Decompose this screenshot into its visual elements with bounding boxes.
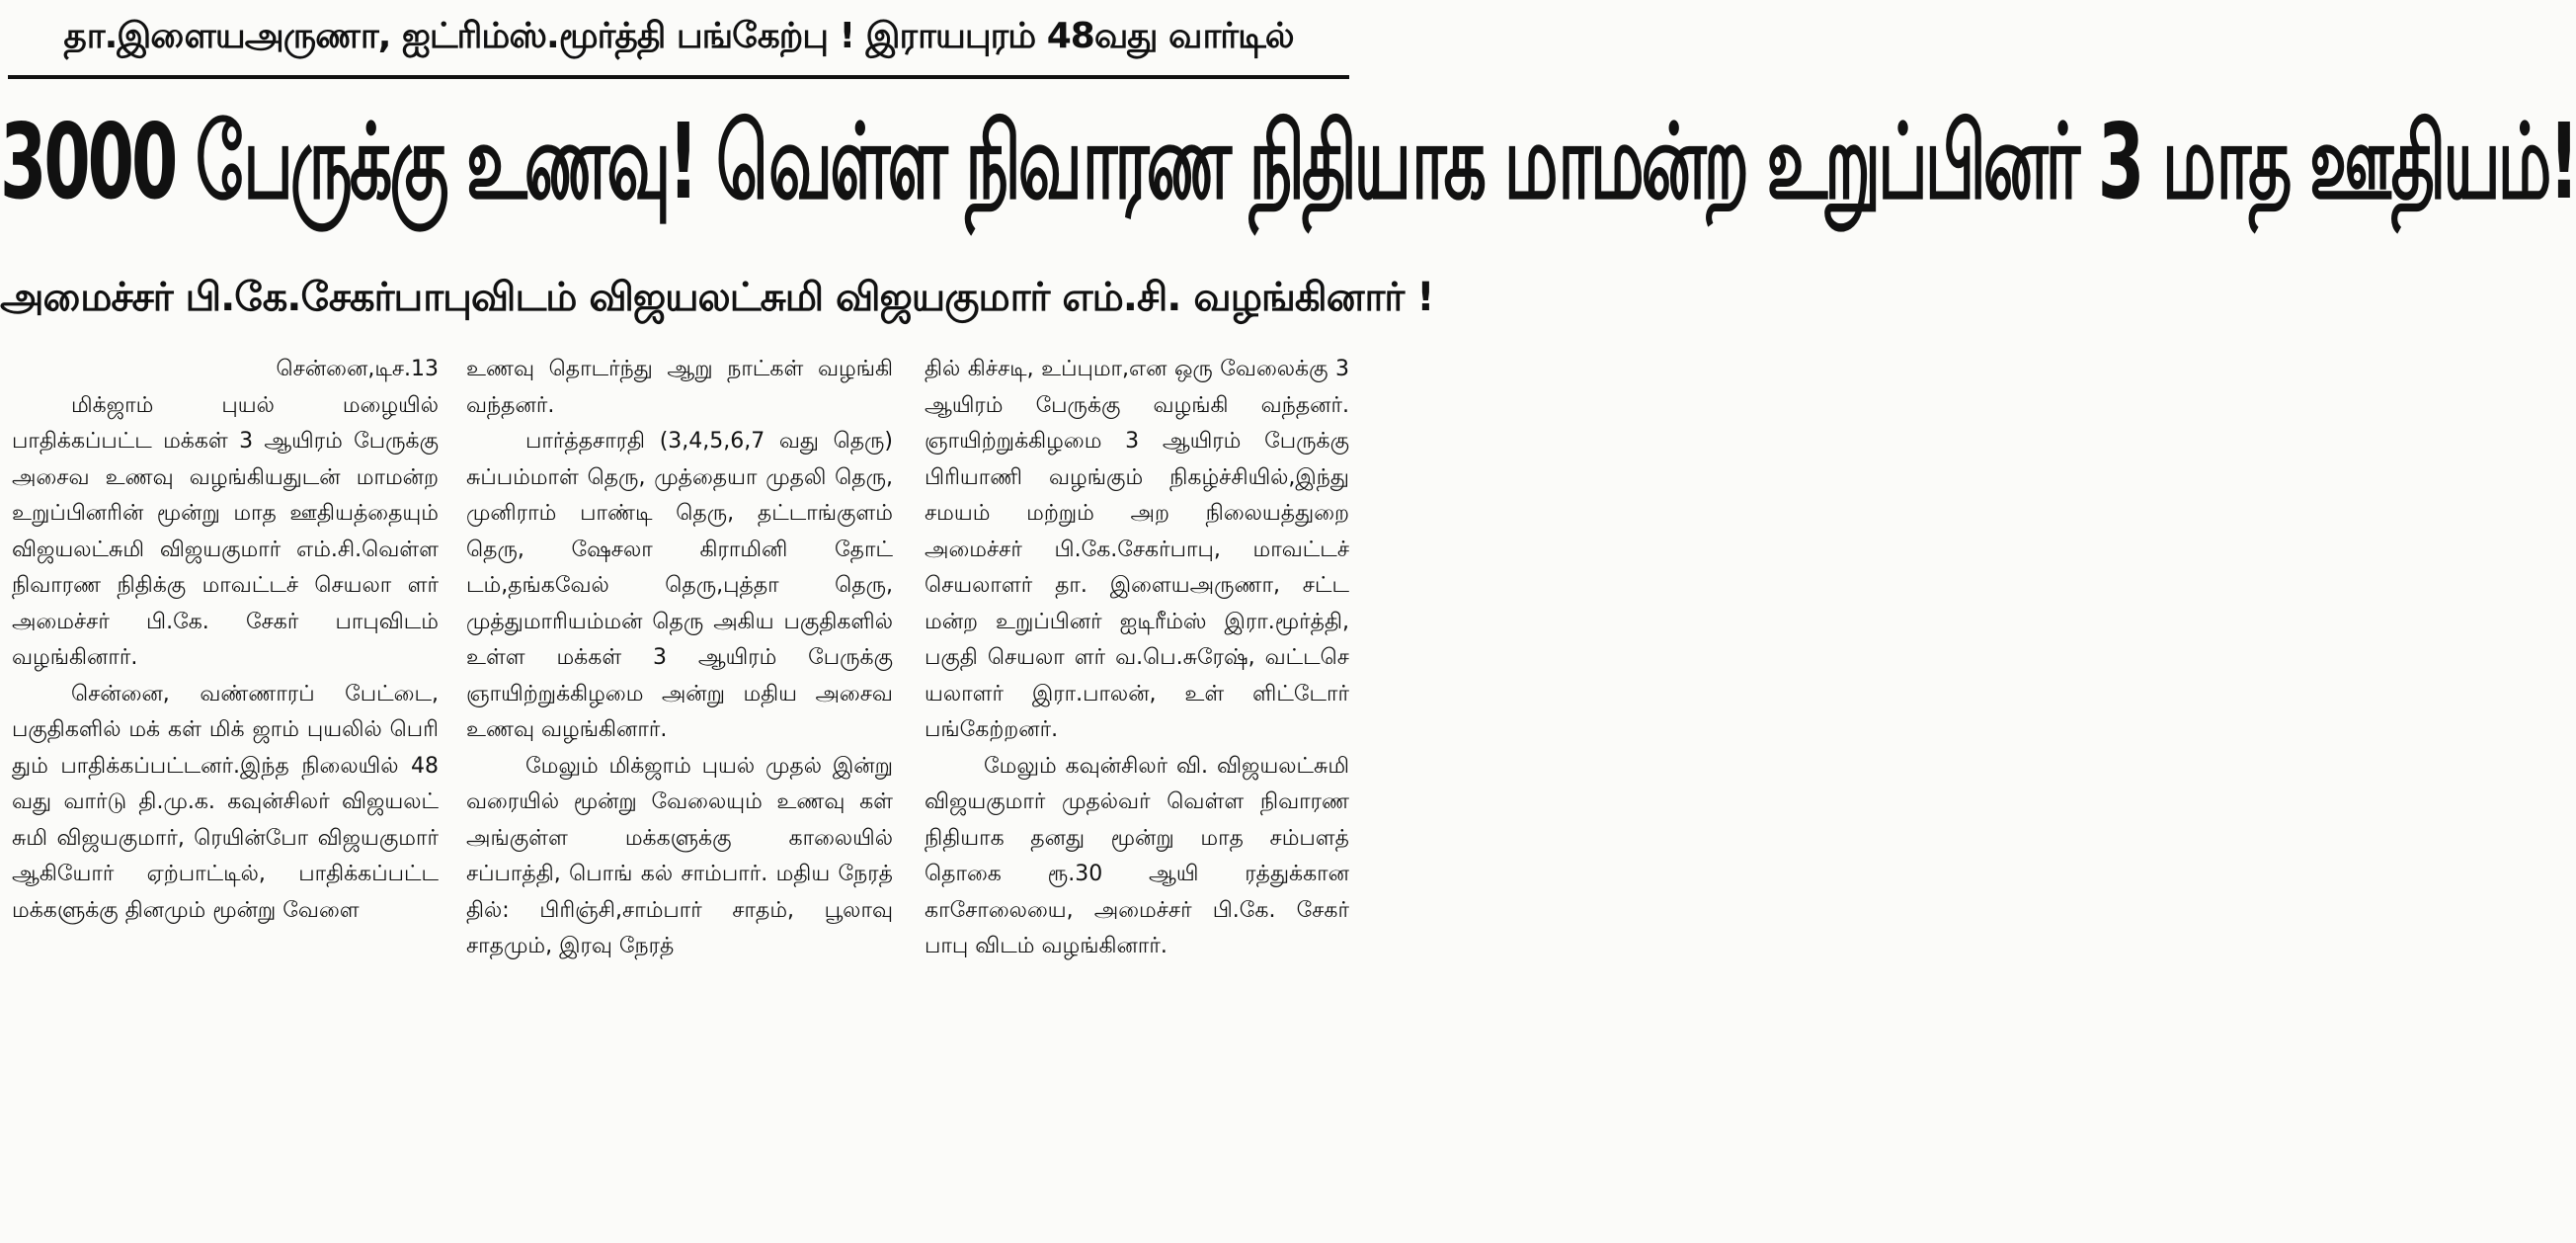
kicker-line: தா.இளையஅருணா, ஐட்ரிம்ஸ்.மூர்த்தி பங்கேற்பு ! இராயபுரம் 48வது வார்டில் <box>63 16 1294 56</box>
paragraph: மேலும் கவுன்சிலர் வி. விஜயலட்சுமி விஜயகுமார் முதல்வர் வெள்ள நிவாரண நிதியாக தனது மூன்று மாத சம்பளத் தொகை ரூ.30 ஆயி ரத்துக்கான காசோலையை, அமைச்சர் பி.கே. சேகர் பாபு விடம் வழங்கினார். <box>925 753 1349 958</box>
paragraph: மிக்ஜாம் புயல் மழையில் பாதிக்கப்பட்ட மக்கள் 3 ஆயிரம் பேருக்கு அசைவ உணவு வழங்கியதுடன் மாமன்ற உறுப்பினரின் மூன்று மாத ஊதியத்தையும் விஜயலட்சுமி விஜயகுமார் எம்.சி.வெள்ள நிவாரண நிதிக்கு மாவட்டச் செயலா ளர் அமைச்சர் பி.கே. சேகர் பாபுவிடம் வழங்கினார். <box>12 392 439 670</box>
paragraph: தில் கிச்சடி, உப்புமா,என ஒரு வேலைக்கு 3 ஆயிரம் பேருக்கு வழங்கி வந்தனர். ஞாயிற்றுக்கிழமை 3 ஆயிரம் பேருக்கு பிரியாணி வழங்கும் நிகழ்ச்சியில்,இந்து சமயம் மற்றும் அற நிலையத்துறை அமைச்சர் பி.கே.சேகர்பாபு, மாவட்டச் செயலாளர் தா. இளையஅருணா, சட்ட மன்ற உறுப்பினர் ஐடிரீம்ஸ் இரா.மூர்த்தி, பகுதி செயலா ளர் வ.பெ.சுரேஷ், வட்டசெ யலாளர் இரா.பாலன், உள் ளிட்டோர் பங்கேற்றனர். <box>925 357 1349 742</box>
subheadline: அமைச்சர் பி.கே.சேகர்பாபுவிடம் விஜயலட்சுமி விஜயகுமார் எம்.சி. வழங்கினார் ! <box>0 275 1434 320</box>
dateline: சென்னை,டிச.13 <box>276 357 439 381</box>
paragraph: சென்னை, வண்ணாரப் பேட்டை, பகுதிகளில் மக் கள் மிக் ஜாம் புயலில் பெரி தும் பாதிக்கப்பட்டனர்.இந்த நிலையில் 48 வது வார்டு தி.மு.க. கவுன்சிலர் விஜயலட் சுமி விஜயகுமார், ரெயின்போ விஜயகுமார் ஆகியோர் ஏற்பாட்டில், பாதிக்கப்பட்ட மக்களுக்கு தினமும் மூன்று வேளை <box>12 681 439 923</box>
paragraph: பார்த்தசாரதி (3,4,5,6,7 வது தெரு) சுப்பம்மாள் தெரு, முத்தையா முதலி தெரு, முனிராம் பாண்டி தெரு, தட்டாங்குளம் தெரு, ஷேசலா கிராமினி தோட் டம்,தங்கவேல் தெரு,புத்தா தெரு, முத்துமாரியம்மன் தெரு அகிய பகுதிகளில் உள்ள மக்கள் 3 ஆயிரம் பேருக்கு ஞாயிற்றுக்கிழமை அன்று மதிய அசைவ உணவு வழங்கினார். <box>466 429 893 742</box>
article-column-3 <box>925 352 1349 1237</box>
article-column-2 <box>466 352 893 1237</box>
headline: 3000 பேருக்கு உணவு! வெள்ள நிவாரண நிதியாக மாமன்ற உறுப்பினர் 3 மாத ஊதியம்! <box>0 103 2576 224</box>
paragraph: உணவு தொடர்ந்து ஆறு நாட்கள் வழங்கி வந்தனர். <box>466 357 893 418</box>
article-column-1 <box>12 352 439 1237</box>
paragraph: மேலும் மிக்ஜாம் புயல் முதல் இன்று வரையில் மூன்று வேலையும் உணவு கள் அங்குள்ள மக்களுக்கு காலையில் சப்பாத்தி, பொங் கல் சாம்பார். மதிய நேரத் தில்: பிரிஞ்சி,சாம்பார் சாதம், பூலாவு சாதமும், இரவு நேரத் <box>466 753 893 958</box>
